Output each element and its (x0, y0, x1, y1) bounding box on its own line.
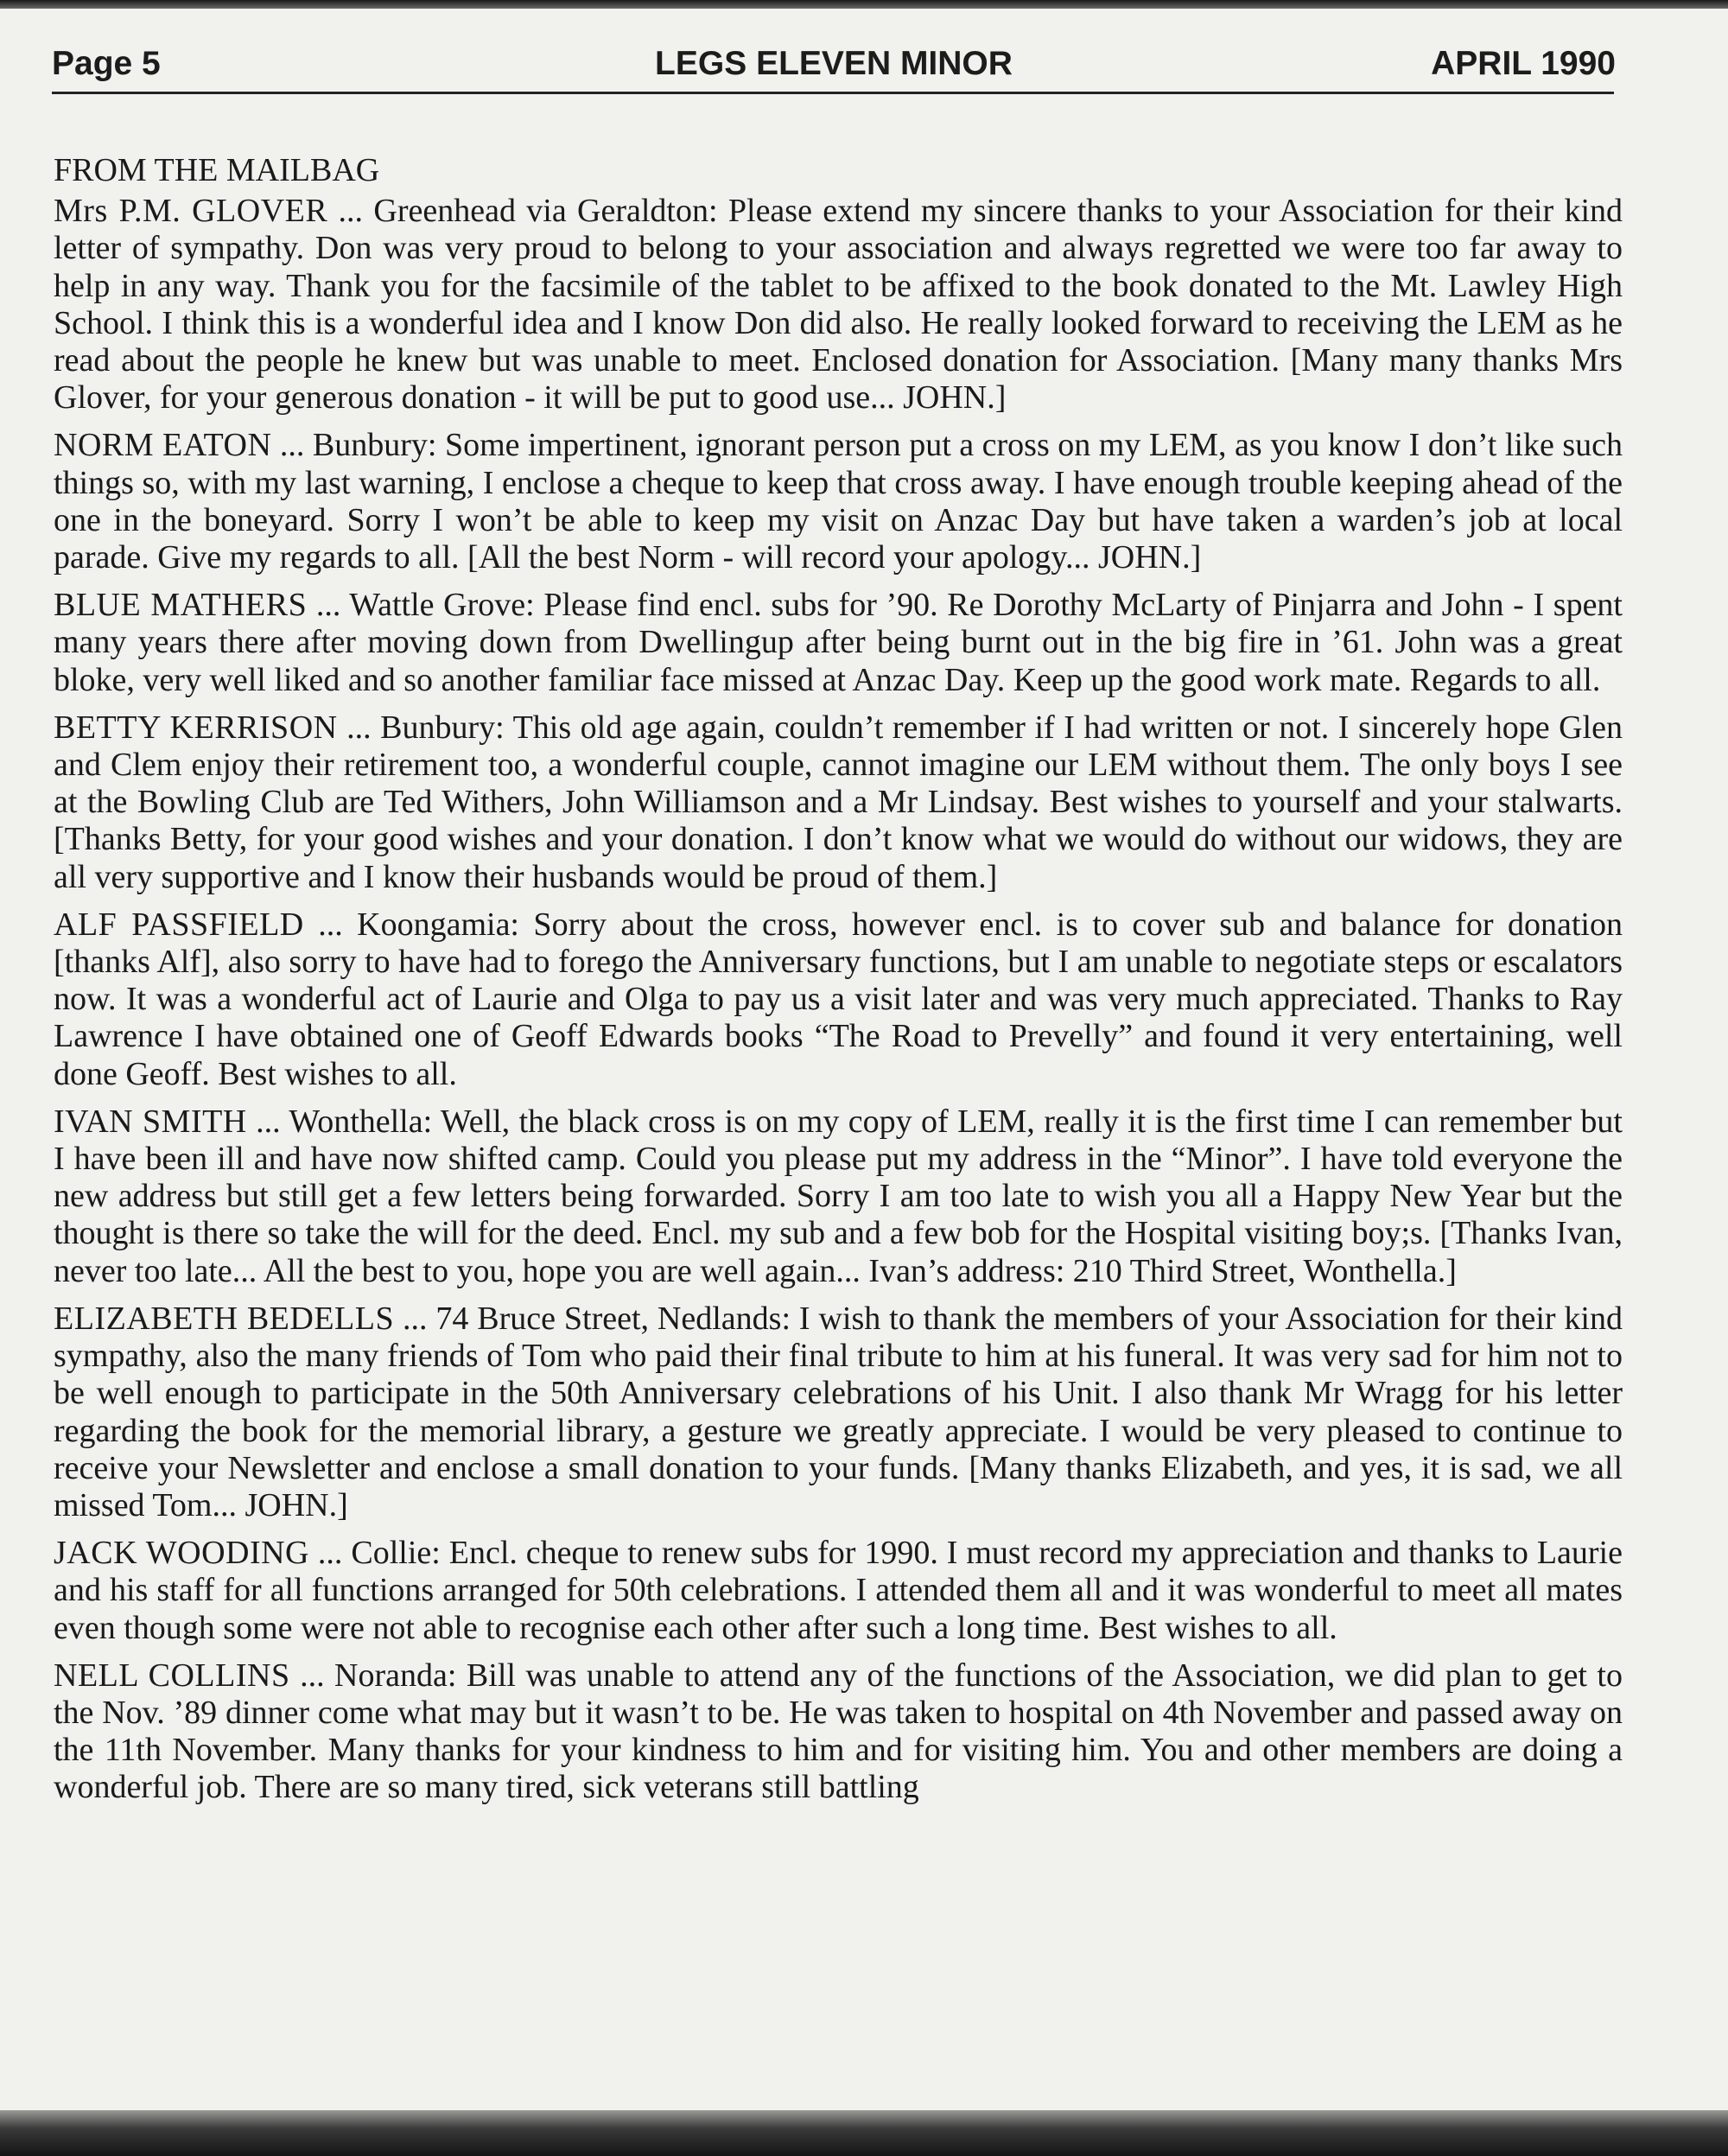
letter-author: NELL COLLINS (54, 1657, 290, 1694)
section-heading: FROM THE MAILBAG (54, 152, 380, 188)
letter (54, 427, 1623, 576)
letter-author: ALF PASSFIELD (54, 906, 304, 943)
page-header (52, 38, 1616, 95)
letter-author: NORM EATON (54, 427, 272, 464)
letter-author: ELIZABETH BEDELLS (54, 1300, 395, 1337)
mailbag-section (54, 152, 1623, 1817)
letter-author: BLUE MATHERS (54, 587, 308, 624)
letter-author: Mrs P.M. GLOVER (54, 193, 328, 230)
letter-body: ... Wonthella: Well, the black cross is on my copy of LEM, really it is the first time I can remember but I have been ill and have now shifted camp. Could you please put my address in the “Minor”. I have told everyone the new address but still get a few letters being forwarded. Sorry I am too late to wish you all a Happy New Year but the thought is there so take the will for the deed. Encl. my sub and a few bob for the Hospital visiting boy;s. [Thanks Ivan, never too late... All the best to you, hope you are well again... Ivan’s address: 210 Third Street, Wonthella.] (54, 1103, 1623, 1289)
scan-bottom-edge (0, 2110, 1728, 2156)
letter (54, 193, 1623, 417)
letter (54, 1535, 1623, 1647)
letter (54, 906, 1623, 1093)
letter (54, 1103, 1623, 1290)
letter-body: ... Noranda: Bill was unable to attend any of the functions of the Association, we did plan to get to the Nov. ’89 dinner come what may but it wasn’t to be. He was taken to hospital on 4th November and passed away on the 11th November. Many thanks for your kindness to him and for visiting him. You and other members are doing a wonderful job. There are so many tired, sick veterans still battling (54, 1657, 1623, 1806)
page-number: Page 5 (52, 45, 161, 82)
letter-body: ... Bunbury: This old age again, couldn’t remember if I had written or not. I sincerely hope Glen and Clem enjoy their retirement too, a wonderful couple, cannot imagine our LEM without them. The only boys I see at the Bowling Club are Ted Withers, John Williamson and a Mr Lindsay. Best wishes to yourself and your stalwarts. [Thanks Betty, for your good wishes and your donation. I don’t know what we would do without our widows, they are all very supportive and I know their husbands would be proud of them.] (54, 709, 1623, 895)
letter-author: JACK WOODING (54, 1535, 309, 1572)
letter-body: ... Koongamia: Sorry about the cross, however encl. is to cover sub and balance for donation [thanks Alf], also sorry to have had to forego the Anniversary functions, but I am unable to negotiate steps or escalators now. It was a wonderful act of Laurie and Olga to pay us a visit later and was very much appreciated. Thanks to Ray Lawrence I have obtained one of Geoff Edwards books “The Road to Prevelly” and found it very entertaining, well done Geoff. Best wishes to all. (54, 906, 1623, 1092)
header-rule (52, 92, 1614, 94)
issue-date: APRIL 1990 (1431, 45, 1616, 82)
letter-body: ... Greenhead via Geraldton: Please extend my sincere thanks to your Association for their kind letter of sympathy. Don was very proud to belong to your association and always regretted we were too far away to help in any way. Thank you for the facsimile of the tablet to be affixed to the book donated to the Mt. Lawley High School. I think this is a wonderful idea and I know Don did also. He really looked forward to receiving the LEM as he read about the people he knew but was unable to meet. Enclosed donation for Association. [Many many thanks Mrs Glover, for your generous donation - it will be put to good use... JOHN.] (54, 193, 1623, 417)
letter (54, 587, 1623, 699)
letter-body: ... 74 Bruce Street, Nedlands: I wish to thank the members of your Association for their kind sympathy, also the many friends of Tom who paid their final tribute to him at his funeral. It was very sad for him not to be well enough to participate in the 50th Anniversary celebrations of his Unit. I also thank Mr Wragg for his letter regarding the book for the memorial library, a gesture we greatly appreciate. I would be very pleased to continue to receive your Newsletter and enclose a small donation to your funds. [Many thanks Elizabeth, and yes, it is sad, we all missed Tom... JOHN.] (54, 1300, 1623, 1523)
newsletter-title: LEGS ELEVEN MINOR (655, 45, 1013, 82)
letter-body: ... Wattle Grove: Please find encl. subs for ’90. Re Dorothy McLarty of Pinjarra and John - I spent many years there after moving down from Dwellingup after being burnt out in the big fire in ’61. John was a great bloke, very well liked and so another familiar face missed at Anzac Day. Keep up the good work mate. Regards to all. (54, 587, 1623, 698)
letter (54, 1657, 1623, 1807)
letter-author: IVAN SMITH (54, 1103, 247, 1140)
letter (54, 709, 1623, 896)
letter-body: ... Bunbury: Some impertinent, ignorant person put a cross on my LEM, as you know I don’t like such things so, with my last warning, I enclose a cheque to keep that cross away. I have enough trouble keeping ahead of the one in the boneyard. Sorry I won’t be able to keep my visit on Anzac Day but have taken a warden’s job at local parade. Give my regards to all. [All the best Norm - will record your apology... JOHN.] (54, 427, 1623, 576)
scan-top-edge (0, 0, 1728, 9)
letter-author: BETTY KERRISON (54, 709, 338, 746)
letter (54, 1301, 1623, 1524)
letter-body: ... Collie: Encl. cheque to renew subs for 1990. I must record my appreciation and thanks to Laurie and his staff for all functions arranged for 50th celebrations. I attended them all and it was wonderful to meet all mates even though some were not able to recognise each other after such a long time. Best wishes to all. (54, 1535, 1623, 1646)
